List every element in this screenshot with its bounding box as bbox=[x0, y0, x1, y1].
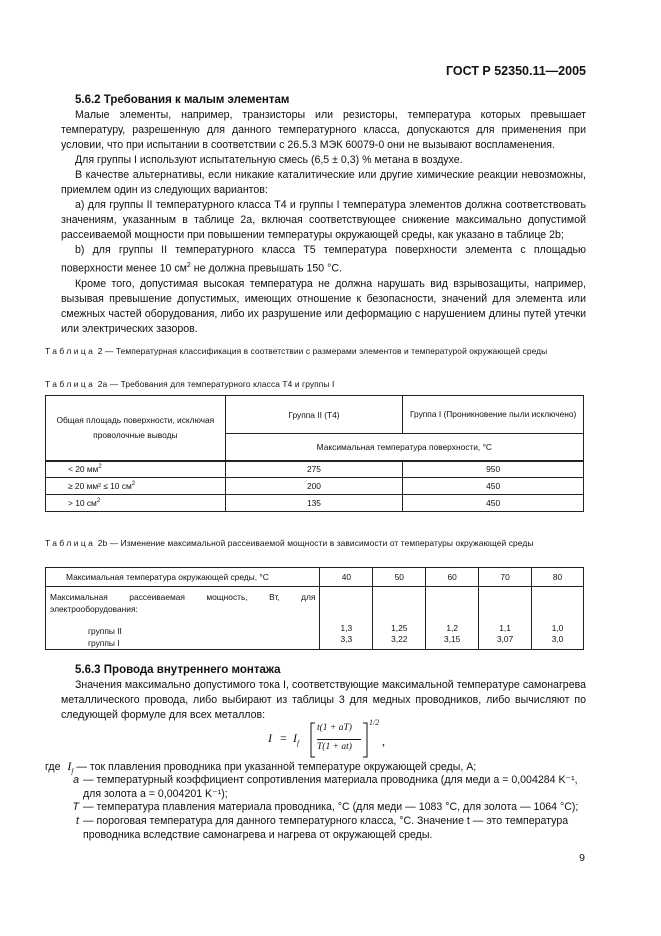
cell-area bbox=[46, 495, 226, 512]
value-group-2: 1,0 bbox=[551, 623, 564, 633]
legend-symbol bbox=[67, 759, 74, 776]
formula-subscript: f bbox=[297, 739, 299, 748]
superscript: 2 bbox=[96, 498, 101, 505]
table-row bbox=[46, 568, 584, 587]
section-5-6-3-body bbox=[61, 678, 586, 723]
fraction-bar bbox=[317, 739, 361, 740]
right-bracket-icon bbox=[361, 720, 369, 760]
superscript: 2 bbox=[98, 464, 102, 471]
symbol-text: I bbox=[67, 759, 72, 773]
table-number: 2b bbox=[97, 538, 108, 548]
cell-group-1: 950 bbox=[403, 461, 584, 478]
current-formula bbox=[268, 718, 385, 760]
table-row bbox=[46, 587, 584, 650]
area-text: < 20 мм bbox=[68, 464, 99, 475]
text-fragment: не должна превышать 150 °С. bbox=[190, 262, 342, 275]
power-label: Максимальная рассеиваемая мощность, Вт, для электрооборудования: bbox=[50, 592, 316, 614]
superscript: 2 bbox=[186, 262, 191, 269]
page-number: 9 bbox=[579, 852, 585, 864]
table-2b bbox=[45, 567, 584, 650]
value-group-1: 3,3 bbox=[340, 634, 353, 644]
value-group-2: 1,2 bbox=[446, 623, 459, 633]
cell-group-2: 275 bbox=[225, 461, 403, 478]
formula-comma: , bbox=[382, 734, 385, 748]
temp-cell: 70 bbox=[479, 568, 532, 587]
paragraph: Малые элементы, например, транзисторы или резисторы, температура которых превышает температуру, разрешенную для данного температурного класса, допускаются для применения при условии, что при испытании в соответствии с 26.5.3 МЭК 60079-0 они не вызывают воспламенения. bbox=[61, 109, 586, 151]
temp-cell: 40 bbox=[320, 568, 373, 587]
value-group-1: 3,07 bbox=[496, 634, 514, 644]
temp-cell: 50 bbox=[373, 568, 426, 587]
table-number: 2 bbox=[97, 346, 103, 356]
table-label: Таблица bbox=[45, 379, 96, 389]
formula-equals: = bbox=[280, 731, 287, 745]
table-row bbox=[46, 495, 584, 512]
formula-denominator: T(1 + at) bbox=[317, 742, 352, 752]
legend-text: — пороговая температура для данного температурного класса, °С. Значение t — это температура проводника вследствие самонагрева и нагрева от окружающей среды. bbox=[83, 815, 569, 841]
formula-numerator: t(1 + aT) bbox=[317, 723, 352, 733]
table-label: Таблица bbox=[45, 538, 96, 548]
legend-text: — ток плавления проводника при указанной температуре окружающей среды, А; bbox=[76, 761, 477, 773]
standard-number: ГОСТ Р 52350.11—2005 bbox=[445, 64, 586, 78]
table-row bbox=[46, 478, 584, 495]
formula-if bbox=[293, 731, 299, 747]
paragraph: В качестве альтернативы, если никакие каталитические или другие химические реакции невозможны, приемлем один из следующих вариантов: bbox=[61, 169, 586, 196]
formula-legend bbox=[45, 760, 587, 850]
paragraph: Для группы I используют испытательную смесь (6,5 ± 0,3) % метана в воздухе. bbox=[75, 154, 463, 166]
text-fragment: b) для группы II температурного класса T5 температура поверхности элемента с площадью поверхности менее 10 см bbox=[61, 244, 586, 275]
power-values bbox=[320, 587, 373, 650]
value-group-2: 1,25 bbox=[391, 623, 408, 633]
table-2b-caption bbox=[45, 537, 585, 550]
superscript: 2 bbox=[131, 481, 136, 488]
legend-symbol: a bbox=[73, 774, 79, 786]
value-group-1: 3,0 bbox=[551, 634, 564, 644]
temp-cell: 60 bbox=[426, 568, 479, 587]
table-2a-caption bbox=[45, 378, 585, 391]
temp-cell: 80 bbox=[532, 568, 584, 587]
paragraph: a) для группы II температурного класса T4 и группы I температура элементов должна соответствовать значениям, указанным в таблице 2а, включая соответствующее снижение максимально допустимой рассеиваемой мощности при повышении температуры окружающей среды, как указано в таблице 2b; bbox=[61, 199, 586, 241]
formula-lhs: I bbox=[268, 731, 272, 745]
paragraph: Кроме того, допустимая высокая температура не должна нарушать вид взрывозащиты, например, вызывая превышение допустимых, имеющих отношение к безопасности, значений для элемента или смежных частей оборудования, либо их разрушение или деформацию с нарушением длины путей утечки или электрических зазоров. bbox=[61, 277, 586, 335]
group-1-label: группы I bbox=[88, 638, 120, 648]
area-text: > 10 см bbox=[68, 498, 97, 508]
group-2-label: группы II bbox=[88, 626, 122, 636]
section-title-5-6-2: 5.6.2 Требования к малым элементам bbox=[75, 94, 290, 106]
header-max-temp: Максимальная температура поверхности, °С bbox=[225, 434, 583, 461]
power-values bbox=[373, 587, 426, 650]
temp-label: Максимальная температура окружающей среды, °С bbox=[46, 568, 320, 587]
header-area: Общая площадь поверхности, исключая проволочные выводы bbox=[46, 396, 226, 461]
legend-symbol: t bbox=[76, 815, 79, 827]
caption-text: — Изменение максимальной рассеиваемой мощности в зависимости от температуры окружающей среды bbox=[109, 538, 534, 548]
power-cell bbox=[46, 587, 320, 650]
left-bracket-icon bbox=[309, 720, 317, 760]
formula-if-symbol: I bbox=[293, 731, 297, 745]
cell-group-1: 450 bbox=[403, 495, 584, 512]
cell-group-2: 135 bbox=[225, 495, 403, 512]
header-group-1: Группа I (Проникновение пыли исключено) bbox=[403, 396, 584, 434]
cell-area bbox=[46, 461, 226, 478]
table-2-caption bbox=[45, 345, 585, 358]
value-group-1: 3,15 bbox=[444, 634, 461, 644]
formula-exponent: 1/2 bbox=[369, 718, 380, 727]
value-group-2: 1,1 bbox=[499, 623, 511, 633]
table-number: 2а bbox=[97, 379, 108, 389]
power-values bbox=[532, 587, 584, 650]
cell-area bbox=[46, 478, 226, 495]
cell-group-1: 450 bbox=[403, 478, 584, 495]
value-group-2: 1,3 bbox=[340, 623, 353, 633]
table-row bbox=[46, 461, 584, 478]
section-5-6-2-body bbox=[61, 108, 586, 337]
legend-text: — температурный коэффициент сопротивления материала проводника (для меди a = 0,004284 K⁻¹, для золота a = 0,004201 K⁻¹); bbox=[83, 774, 578, 800]
table-2a bbox=[45, 395, 584, 512]
caption-text: — Требования для температурного класса T4 и группы I bbox=[109, 379, 335, 389]
paragraph: Значения максимально допустимого тока I, соответствующие максимальной температуре самонагрева металлического провода, либо выбирают из таблицы 3 для медных проводников, либо вычисляют по следующей формуле для всех металлов: bbox=[61, 679, 586, 721]
legend-prefix: где bbox=[45, 761, 61, 773]
legend-symbol: T bbox=[72, 801, 79, 813]
section-title-5-6-3: 5.6.3 Провода внутреннего монтажа bbox=[75, 664, 281, 676]
symbol-subscript: f bbox=[71, 767, 74, 776]
legend-text: — температура плавления материала проводника, °С (для меди — 1083 °С, для золота — 1064 °С); bbox=[83, 801, 579, 813]
header-group-2: Группа II (T4) bbox=[225, 396, 403, 434]
caption-text: — Температурная классификация в соответствии с размерами элементов и температурой окружающей среды bbox=[104, 346, 548, 356]
area-text: ≥ 20 мм² ≤ 10 см bbox=[68, 481, 132, 491]
power-values bbox=[479, 587, 532, 650]
cell-group-2: 200 bbox=[225, 478, 403, 495]
power-values bbox=[426, 587, 479, 650]
paragraph bbox=[61, 243, 586, 277]
value-group-1: 3,22 bbox=[391, 634, 408, 644]
table-label: Таблица bbox=[45, 346, 96, 356]
